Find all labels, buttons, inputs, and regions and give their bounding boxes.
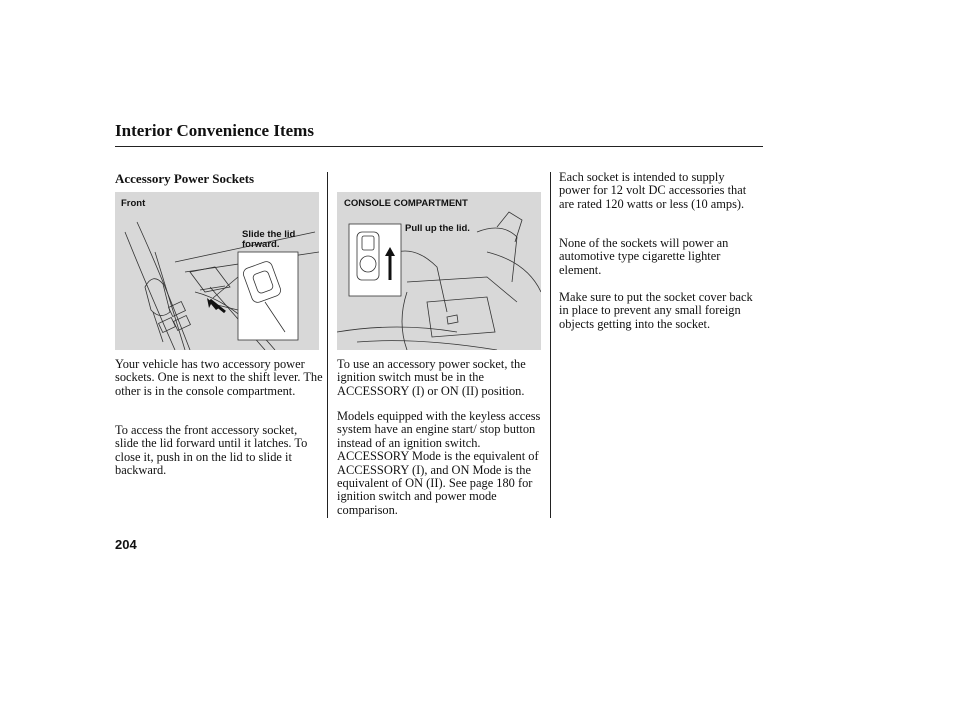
page-number: 204 xyxy=(115,537,137,552)
column1-paragraph2: To access the front accessory socket, slide the lid forward until it latches. To close it, push in on the lid to slide it backward. xyxy=(115,423,308,478)
front-socket-illustration xyxy=(115,192,319,350)
page-title: Interior Convenience Items xyxy=(115,121,314,140)
column3-paragraph2: None of the sockets will power an automotive type cigarette lighter element. xyxy=(559,236,729,277)
column3-paragraph3: Make sure to put the socket cover back in place to prevent any small foreign objects getting into the socket. xyxy=(559,290,753,331)
column1-paragraph1: Your vehicle has two accessory power sockets. One is next to the shift lever. The other is in the console compartment. xyxy=(115,357,323,398)
title-rule xyxy=(115,146,763,147)
console-socket-illustration xyxy=(337,192,541,350)
front-socket-drawing xyxy=(115,192,319,350)
pull-lid-callout: Pull up the lid. xyxy=(405,223,470,234)
console-compartment-label: CONSOLE COMPARTMENT xyxy=(344,198,468,209)
console-socket-drawing xyxy=(337,192,541,350)
section-heading: Accessory Power Sockets xyxy=(115,171,255,186)
column3-paragraph1: Each socket is intended to supply power for 12 volt DC accessories that are rated 120 watts or less (10 amps). xyxy=(559,170,747,211)
column2-paragraph2: Models equipped with the keyless access system have an engine start/ stop button instead of an ignition switch. ACCESSORY Mode is the equivalent of ACCESSORY (I), and ON Mode is the equivalent of ON (II). See page 180 for ignition switch and power mode comparison. xyxy=(337,409,541,517)
column2-paragraph1: To use an accessory power socket, the ignition switch must be in the ACCESSORY (I) or ON (II) position. xyxy=(337,357,526,398)
column-divider-1 xyxy=(327,172,328,518)
column-divider-2 xyxy=(550,172,551,518)
slide-lid-callout: Slide the lid forward. xyxy=(242,229,296,250)
front-label: Front xyxy=(121,198,146,209)
